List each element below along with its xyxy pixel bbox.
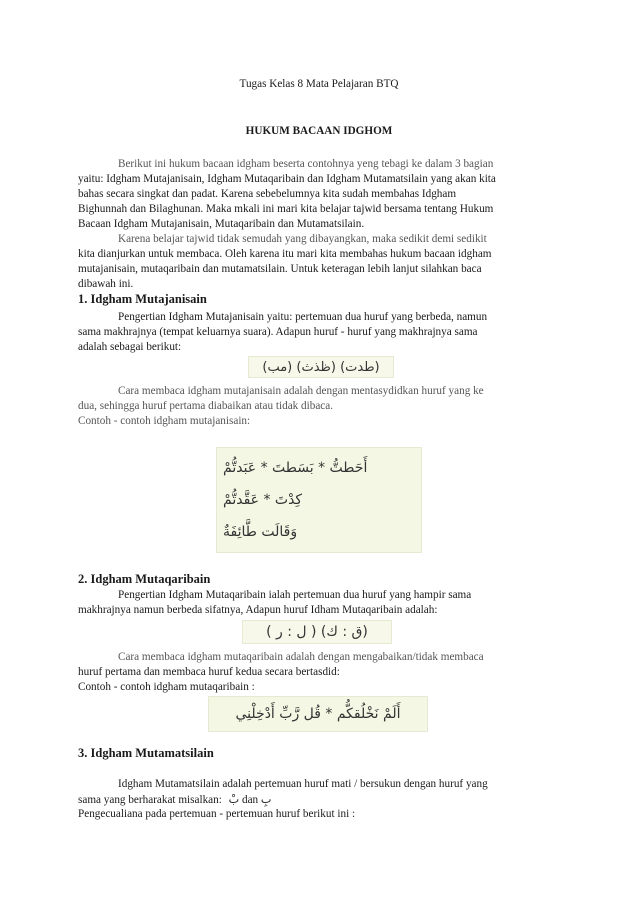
definition-line: sama yang berharakat misalkan: بْ dan بِ [78,793,272,806]
section-heading: 3. Idgham Mutamatsilain [78,746,214,760]
intro-line: kita dianjurkan untuk membaca. Oleh karena itu mari kita membahas hukum bacaan idgham [78,248,492,260]
intro-line: Bighunnah dan Bilaghunan. Maka mkali ini mari kita belajar tajwid bersama tentang Hukum [78,203,494,215]
reading-line: Cara membaca idgham mutajanisain adalah dengan mentasydidkan huruf yang ke [118,385,484,397]
mutajanisain-letters-image: (طدت) (ظذث) (مب) [248,356,394,378]
definition-line: makhrajnya namun berbeda sifatnya, Adapun huruf Idham Mutaqaribain adalah: [78,604,438,616]
intro-line: bahas secara singkat dan padat. Karena sebebelumnya kita sudah membahas Idgham [78,188,457,200]
mutaqaribain-examples-image: أَلَمْ نَخْلُقكُّم * قُل رَّبِّ أَدْخِلْنِي [208,696,428,732]
intro-line: Berikut ini hukum bacaan idgham beserta contohnya yeng tebagi ke dalam 3 bagian [118,158,494,170]
definition-line: sama makhrajnya (tempat keluarnya suara). Adapun huruf - huruf yang makhrajnya sama [78,326,478,338]
intro-line: mutajanisain, mutaqaribain dan mutamatsilain. Untuk keteragan lebih lanjut silahkan baca [78,263,482,275]
mutaqaribain-letters-image: (ق : ك) ( ل : ر ) [242,620,392,644]
mutajanisain-examples-image [216,447,422,553]
example-letter: بِ [260,793,272,806]
assignment-header: Tugas Kelas 8 Mata Pelajaran BTQ [239,78,399,90]
intro-line: dibawah ini. [78,278,134,290]
example-label: Contoh - contoh idgham mutajanisain: [78,415,251,427]
definition-line: adalah sebagai berikut: [78,341,182,353]
definition-line: Idgham Mutamatsilain adalah pertemuan huruf mati / bersukun dengan huruf yang [118,778,488,790]
intro-line: Karena belajar tajwid tidak semudah yang dibayangkan, maka sedikit demi sedikit [118,233,487,245]
definition-line: Pengertian Idgham Mutaqaribain ialah pertemuan dua huruf yang hampir sama [118,589,472,601]
reading-line: dua, sehingga huruf pertama diabaikan atau tidak dibaca. [78,400,334,412]
section-heading: 2. Idgham Mutaqaribain [78,572,211,586]
example-label: Contoh - contoh idgham mutaqaribain : [78,681,255,693]
example-row: وَقَالَت طَّائِفَةٌ [223,524,298,540]
intro-line: yaitu: Idgham Mutajanisain, Idgham Mutaqaribain dan Idgham Mutamatsilain yang akan kita [78,173,496,185]
example-row: أَحَطتُّ * بَسَطتَ * عَبَدتُّمْ [223,460,368,476]
exception-line: Pengecualiana pada pertemuan - pertemuan huruf berikut ini : [78,808,356,820]
reading-line: huruf pertama dan membaca huruf kedua secara bertasdid: [78,666,340,678]
page-title: HUKUM BACAAN IDGHOM [245,125,393,137]
example-row: كِدْتَ * عَقَّدتُّمْ [223,492,303,508]
definition-line: Pengertian Idgham Mutajanisain yaitu: pertemuan dua huruf yang berbeda, namun [118,311,488,323]
intro-line: Bacaan Idgham Mutajanisain, Mutaqaribain dan Mutamatsilain. [78,218,365,230]
reading-line: Cara membaca idgham mutaqaribain adalah dengan mengabaikan/tidak membaca [118,651,484,663]
example-letter: بْ [228,793,240,806]
section-heading: 1. Idgham Mutajanisain [78,292,207,306]
